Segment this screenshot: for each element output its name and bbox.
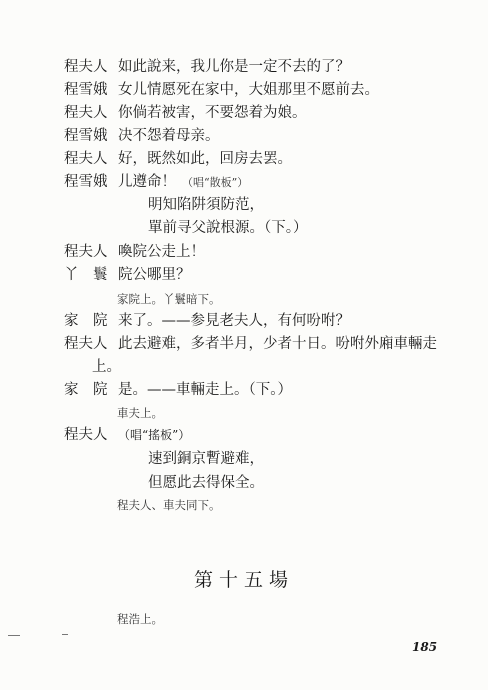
dialogue-text: 来了。——参見老夫人，有何吩咐？: [118, 313, 350, 329]
stage-direction: 車夫上。: [117, 406, 163, 420]
speaker-name: 程夫人: [64, 105, 108, 121]
scene-title: 第十五場: [193, 569, 294, 591]
dialogue-text: 好，既然如此，回房去罢。: [118, 151, 292, 167]
verse-line: 速到銅京暫避难，: [148, 451, 264, 467]
stage-direction: 家院上。丫鬟暗下。: [117, 292, 221, 306]
speaker-name: 程夫人: [64, 151, 108, 167]
singing-cue: （唱“搖板”）: [118, 428, 191, 442]
speaker-name: 程夫人: [64, 59, 108, 75]
singing-cue: （唱“散板”）: [182, 176, 249, 189]
verse-line: 但愿此去得保全。: [148, 475, 264, 491]
dialogue-text: 喚院公走上！: [118, 244, 205, 260]
speaker-name: 程雪娥: [64, 82, 108, 98]
speaker-name: 程夫人: [64, 244, 108, 260]
verse-line: 單前寻父說根源。（下。）: [148, 220, 308, 236]
dialogue-text: 是。——車輛走上。（下。）: [118, 382, 292, 398]
speaker-name: 程雪娥: [64, 128, 108, 144]
speaker-name: 家 院: [64, 313, 108, 329]
dialogue-continuation: 上。: [92, 359, 121, 375]
page-number: 185: [412, 640, 438, 654]
scan-mark: [8, 635, 20, 636]
verse-line: 明知陷阱須防范，: [148, 197, 264, 213]
dialogue-text: 女儿情愿死在家中，大姐那里不愿前去。: [118, 82, 379, 98]
speaker-name: 丫 鬟: [64, 267, 108, 283]
dialogue-text: 如此說来，我儿你是一定不去的了？: [118, 59, 350, 75]
speaker-name: 程夫人: [64, 336, 108, 352]
stage-direction: 程浩上。: [117, 612, 163, 626]
dialogue-text: 决不怨着母亲。: [118, 128, 220, 144]
speaker-name: 家 院: [64, 382, 108, 398]
dialogue-text: 院公哪里？: [118, 267, 191, 283]
dialogue-text-group: [118, 173, 248, 192]
speaker-name: 程雪娥: [64, 174, 108, 190]
dialogue-text: 你倘若被害，不要怨着为娘。: [118, 105, 307, 121]
scan-mark: [62, 634, 68, 635]
stage-direction: 程夫人、車夫同下。: [117, 498, 221, 512]
speaker-name: 程夫人: [64, 427, 108, 443]
dialogue-text: 儿遵命！: [118, 174, 176, 190]
dialogue-text: 此去避难，多者半月，少者十日。吩咐外廂車輛走: [118, 336, 437, 352]
